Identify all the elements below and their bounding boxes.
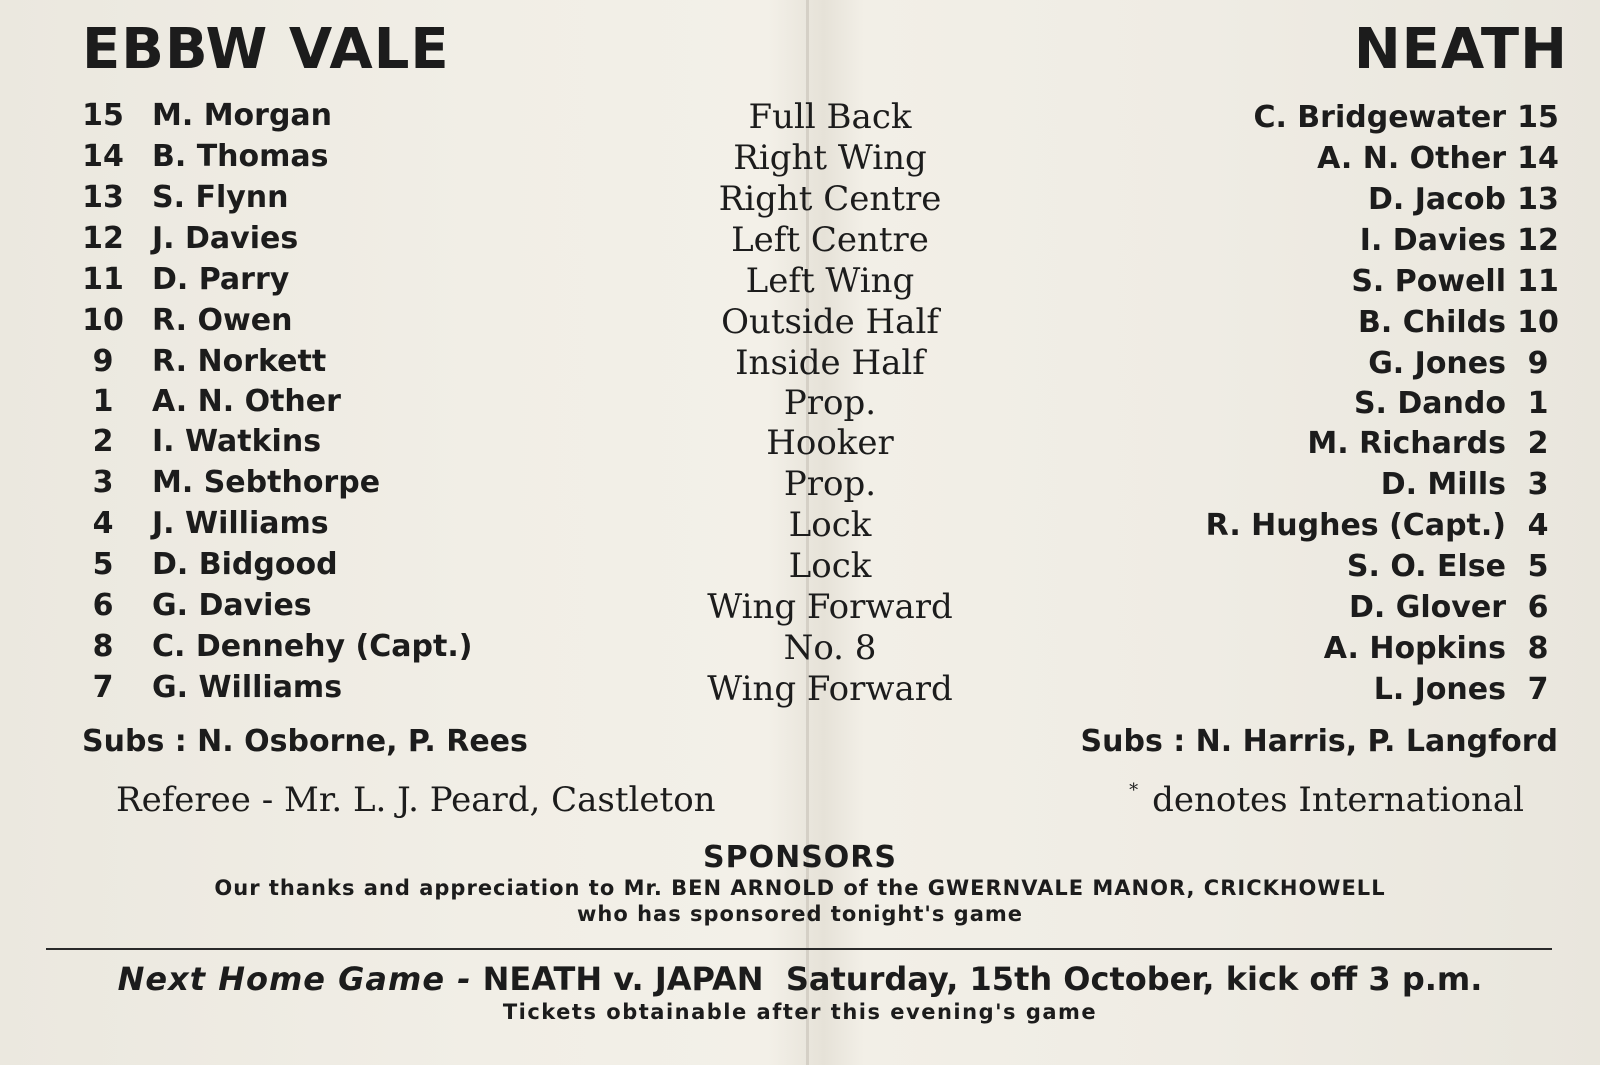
home-player-row [80,627,600,667]
home-player-row [80,422,600,462]
position-label: Right Centre [718,179,942,219]
player-number: 11 [1517,264,1559,299]
player-name: L. Jones [1373,672,1506,707]
position-label: Wing Forward [707,587,953,627]
player-name: J. Williams [152,506,329,541]
player-number: 5 [92,547,114,582]
away-team-title: NEATH [1353,17,1568,82]
player-number: 6 [92,588,114,623]
away-player-row [1050,344,1570,384]
away-player-row [1050,384,1570,424]
player-number: 15 [82,98,124,133]
player-number: 14 [1517,141,1559,176]
away-player-row [1050,629,1570,669]
referee-line: Referee - Mr. L. J. Peard, Castleton [116,780,716,820]
position-label: Full Back [748,97,912,137]
player-name: A. N. Other [152,384,341,419]
player-name: A. Hopkins [1323,631,1506,666]
player-number: 3 [1527,467,1549,502]
home-subs: Subs : N. Osborne, P. Rees [82,724,528,759]
player-number: 10 [1517,305,1559,340]
sponsor-line-1: Our thanks and appreciation to Mr. BEN ARNOLD of the GWERNVALE MANOR, CRICKHOWELL [214,876,1386,900]
player-number: 7 [92,670,114,705]
position-label: Outside Half [721,302,939,342]
divider-rule [46,948,1552,950]
home-player-row [80,260,600,300]
position-label: Prop. [783,464,877,504]
away-player-row [1050,670,1570,710]
player-name: M. Sebthorpe [152,465,381,500]
player-name: B. Thomas [152,139,329,174]
player-name: G. Williams [152,670,343,705]
player-number: 8 [1527,631,1549,666]
player-name: R. Hughes (Capt.) [1205,508,1506,543]
player-name: D. Glover [1349,590,1506,625]
sponsors-title: SPONSORS [702,840,898,875]
position-label: Prop. [783,383,877,423]
player-name: C. Dennehy (Capt.) [152,629,473,664]
player-name: D. Parry [152,262,290,297]
away-player-row [1050,588,1570,628]
away-subs: Subs : N. Harris, P. Langford [1080,724,1558,759]
player-name: G. Jones [1368,346,1506,381]
player-name: S. Powell [1351,264,1506,299]
away-player-row [1050,424,1570,464]
player-name: R. Norkett [152,344,327,379]
player-name: I. Watkins [152,424,322,459]
player-name: G. Davies [152,588,312,623]
international-note [1129,780,1524,820]
next-game-details: NEATH v. JAPAN Saturday, 15th October, kick off 3 p.m. [482,960,1483,998]
player-name: J. Davies [152,221,299,256]
position-label: Lock [788,505,872,545]
position-label: No. 8 [783,628,877,668]
player-name: B. Childs [1358,305,1506,340]
position-label: Lock [788,546,872,586]
player-name: D. Jacob [1367,182,1506,217]
player-number: 4 [1527,508,1549,543]
player-name: C. Bridgewater [1253,100,1506,135]
player-name: R. Owen [152,303,293,338]
home-player-row [80,96,600,136]
away-player-row [1050,465,1570,505]
international-star: * [1129,780,1139,801]
position-label: Right Wing [733,138,927,178]
home-player-row [80,668,600,708]
sponsor-line-2: who has sponsored tonight's game [576,902,1023,926]
away-player-row [1050,262,1570,302]
player-name: D. Bidgood [152,547,338,582]
away-player-row [1050,180,1570,220]
home-team-title: EBBW VALE [82,17,450,82]
home-player-row [80,301,600,341]
player-number: 6 [1527,590,1549,625]
home-player-row [80,545,600,585]
player-number: 2 [1527,426,1549,461]
player-name: S. Flynn [152,180,289,215]
player-name: S. O. Else [1346,549,1506,584]
home-player-row [80,342,600,382]
player-name: I. Davies [1359,223,1506,258]
next-home-game [0,960,1600,998]
position-label: Inside Half [735,343,925,383]
player-number: 14 [82,139,124,174]
position-label: Left Centre [731,220,929,260]
player-name: A. N. Other [1317,141,1506,176]
away-player-row [1050,98,1570,138]
away-player-row [1050,303,1570,343]
player-number: 9 [1527,346,1549,381]
away-player-row [1050,547,1570,587]
home-player-row [80,586,600,626]
position-label: Wing Forward [707,669,953,709]
home-player-row [80,504,600,544]
tickets-note: Tickets obtainable after this evening's game [502,1000,1098,1024]
home-player-row [80,463,600,503]
home-player-row [80,219,600,259]
player-name: M. Morgan [152,98,333,133]
player-number: 12 [1517,223,1559,258]
player-number: 13 [1517,182,1559,217]
player-name: D. Mills [1380,467,1506,502]
player-number: 7 [1527,672,1549,707]
home-player-row [80,178,600,218]
away-player-row [1050,506,1570,546]
international-text: denotes International [1152,780,1524,820]
player-number: 3 [92,465,114,500]
player-number: 1 [92,384,114,419]
next-game-label: Next Home Game - [117,960,472,998]
player-name: S. Dando [1353,386,1506,421]
away-player-row [1050,139,1570,179]
away-player-row [1050,221,1570,261]
player-number: 5 [1527,549,1549,584]
player-number: 1 [1527,386,1549,421]
player-number: 10 [82,303,124,338]
home-player-row [80,137,600,177]
player-name: M. Richards [1307,426,1506,461]
player-number: 12 [82,221,124,256]
position-label: Hooker [766,423,894,463]
player-number: 11 [82,262,124,297]
player-number: 15 [1517,100,1559,135]
player-number: 8 [92,629,114,664]
player-number: 2 [92,424,114,459]
player-number: 9 [92,344,114,379]
player-number: 13 [82,180,124,215]
position-label: Left Wing [745,261,915,301]
home-player-row [80,382,600,422]
player-number: 4 [92,506,114,541]
